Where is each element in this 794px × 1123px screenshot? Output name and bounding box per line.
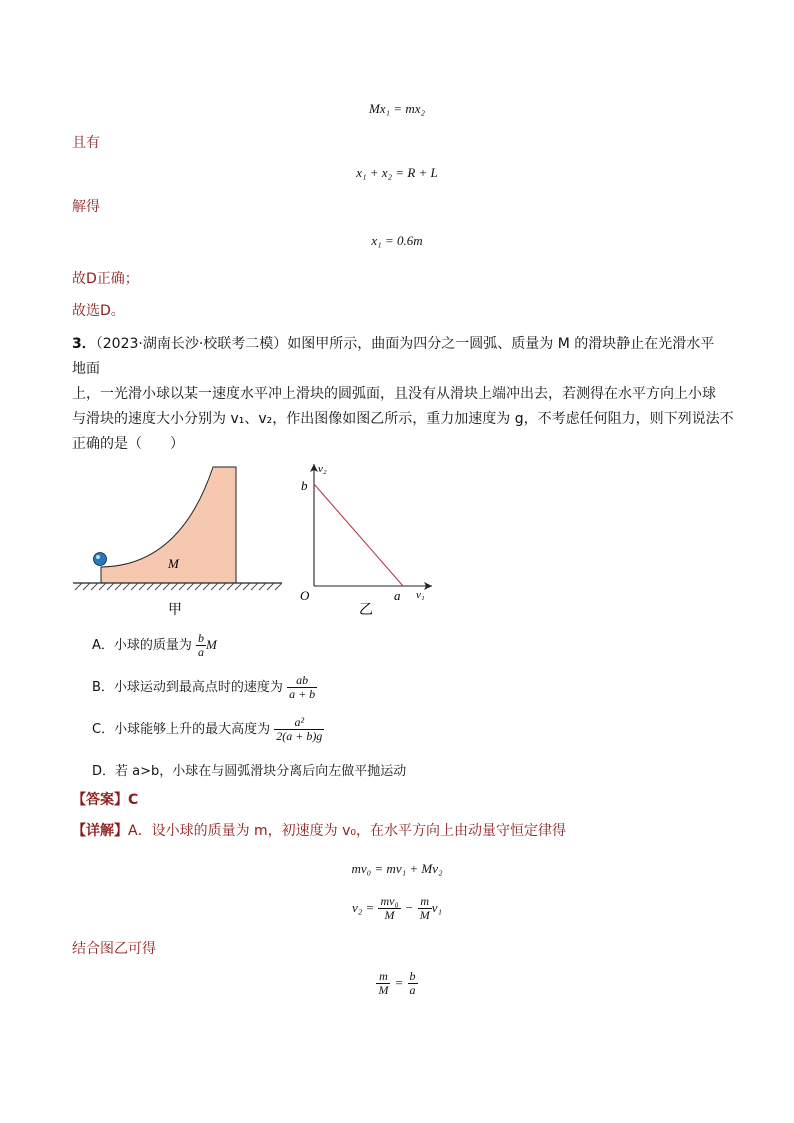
question-line-3: 与滑块的速度大小分别为 v₁、v₂，作出图像如图乙所示，重力加速度为 g，不考虑任何阻力，则下列说法不: [72, 411, 734, 427]
question-line-1: 如图甲所示，曲面为四分之一圆弧、质量为 M 的滑块静止在光滑水平地面: [72, 336, 715, 377]
equation-result: x₁ = 0.6m: [371, 233, 423, 248]
origin-label: O: [300, 588, 310, 603]
ball: [94, 553, 107, 566]
text-choice-d: 故选D。: [72, 303, 125, 319]
figure-yi-caption: 乙: [359, 602, 373, 618]
option-a-fraction: $\frac{b}{a}$: [198, 631, 205, 659]
answer-label: 【答案】C: [72, 792, 139, 808]
question-source: （2023·湖南长沙·校联考二模）: [95, 336, 288, 352]
option-d-text: D．若 a>b，小球在与圆弧滑块分离后向左做平抛运动: [92, 764, 407, 779]
equation-mass-ratio: $\frac{m}{M}$ = $\frac{b}{a}$: [378, 969, 416, 997]
option-c-text: C．小球能够上升的最大高度为: [92, 722, 271, 737]
equation-momentum-displacement: Mx₁ = mx₂: [368, 101, 426, 116]
explanation-intro: [72, 820, 566, 842]
option-a-text: A．小球的质量为: [92, 638, 192, 653]
v1-v2-line: [314, 484, 403, 586]
x-intercept-a: a: [394, 588, 401, 603]
figure-yi: [292, 458, 442, 623]
y-intercept-b: b: [301, 478, 308, 493]
text-and-have: 且有: [72, 135, 100, 151]
mass-label-m: M: [168, 556, 179, 571]
option-b-fraction: $\frac{ab}{a + b}$: [289, 673, 316, 701]
ground-hatching: [75, 583, 282, 590]
equation-displacement-sum: x₁ + x₂ = R + L: [356, 165, 438, 180]
text-combine: 结合图乙可得: [72, 941, 156, 957]
text-solve: 解得: [72, 199, 100, 215]
question-line-2: 上，一光滑小球以某一速度水平冲上滑块的圆弧面，且没有从滑块上端冲出去，若测得在水平方向上小球: [72, 386, 716, 402]
option-d[interactable]: [92, 760, 406, 779]
option-b[interactable]: [92, 674, 317, 701]
option-a-suffix: M: [206, 637, 217, 652]
x-axis-label-v1: v₁: [416, 589, 425, 601]
question-3: [72, 332, 734, 457]
equation-v2: v₂ = $\frac{\text{mv₀}}{M}$ − $\frac{m}{M}$ v₁: [352, 894, 442, 922]
option-b-text: B．小球运动到最高点时的速度为: [92, 680, 283, 695]
figure-jia: [70, 462, 290, 622]
option-a[interactable]: [92, 632, 217, 659]
figure-jia-caption: 甲: [168, 602, 182, 618]
equation-momentum-conservation: mv₀ = mv₁ + Mv₂: [351, 861, 443, 876]
question-line-4: 正确的是（ ）: [72, 436, 184, 452]
text-conclusion-d: 故D正确；: [72, 271, 139, 287]
question-number: 3．: [72, 336, 96, 352]
explanation-text: A．设小球的质量为 m，初速度为 v₀，在水平方向上由动量守恒定律得: [128, 823, 567, 839]
option-c[interactable]: [92, 716, 324, 743]
y-axis-label-v2: v₂: [318, 463, 327, 475]
ball-highlight: [96, 555, 100, 559]
option-c-fraction: $\frac{\text{a²}}{2(a + b)g}$: [276, 715, 323, 743]
explanation-label: 【详解】: [72, 823, 128, 839]
